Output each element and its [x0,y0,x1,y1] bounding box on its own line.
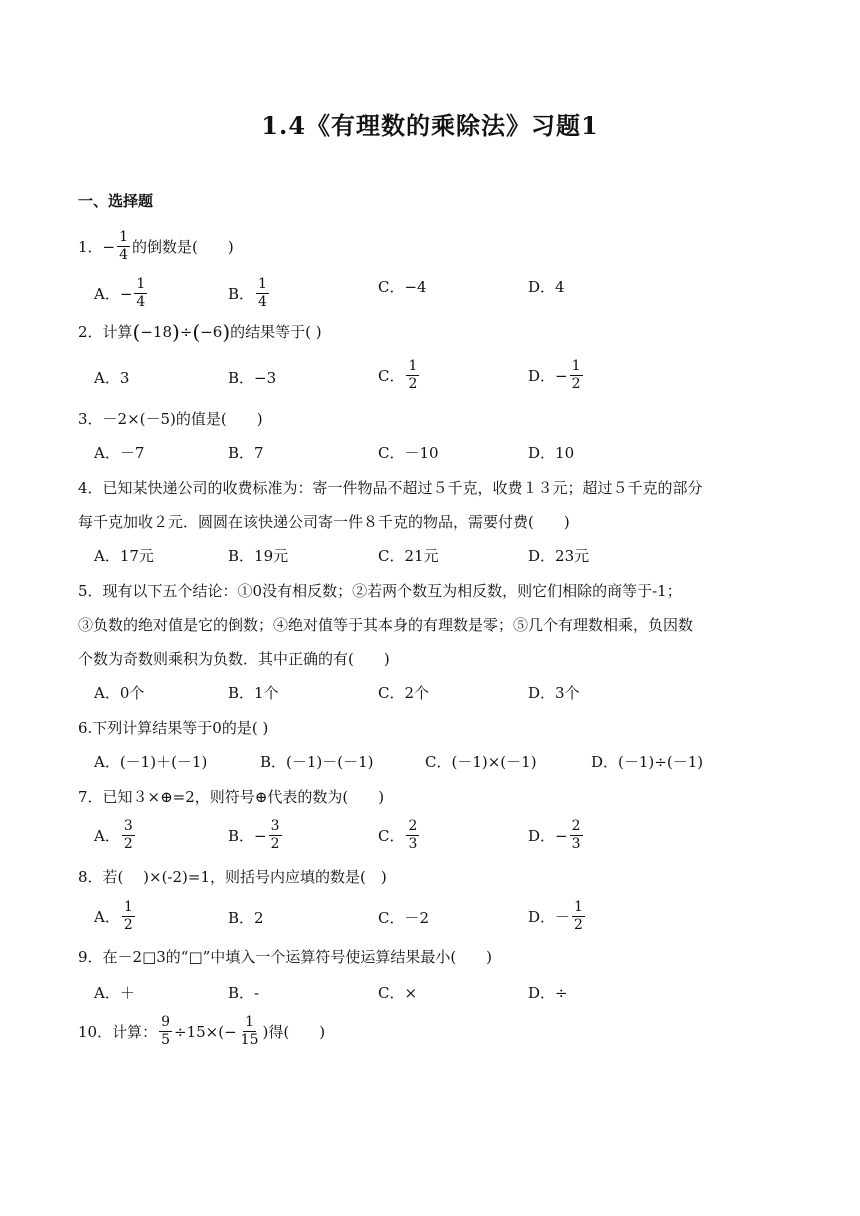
question-4-line-2: 每千克加收２元．圆圆在该快递公司寄一件８千克的物品，需要付费( ) [78,513,570,531]
question-4-line-1: 4．已知某快递公司的收费标准为：寄一件物品不超过５千克，收费１３元；超过５千克的部分 [78,479,703,497]
question-10 [78,1014,325,1049]
numerator: 1 [136,276,146,292]
numerator: 9 [161,1014,171,1030]
fraction [570,358,583,393]
option-b: B．2 [228,909,264,927]
question-6: 6.下列计算结果等于0的是( ) [78,719,269,737]
option-a: A．＋ [94,984,135,1002]
option-label: D． [528,366,556,385]
option-c: C．−4 [378,278,427,296]
fraction [122,899,135,934]
numerator: 2 [408,818,418,834]
option-label: B． [228,284,255,303]
question-8: 8．若( )×(-2)=1，则括号内应填的数是( ) [78,868,387,886]
denominator: 2 [571,376,581,392]
option-d: D．÷ [528,984,568,1002]
option-a [94,899,137,934]
option-label: C． [378,366,405,385]
right-paren: ) [222,320,231,344]
question-5-line-1: 5．现有以下五个结论：①0没有相反数；②若两个数互为相反数，则它们相除的商等于-1； [78,582,682,600]
left-paren: ( [132,320,141,344]
fraction [572,899,585,934]
divide-sign: ÷ [179,323,193,341]
page-title: 1.4《有理数的乘除法》习题1 [261,111,599,140]
option-d [528,358,585,393]
option-c: C．× [378,984,418,1002]
minus-sign: − [555,826,568,845]
option-d [528,899,587,934]
numerator: 1 [574,899,583,915]
denominator: 2 [270,836,280,852]
numerator: 1 [258,276,267,292]
fraction [134,276,147,311]
numerator: 1 [123,899,133,915]
numerator: 1 [571,358,581,374]
question-text: )得( ) [262,1022,326,1041]
option-a [94,276,149,311]
minus-sign: − [102,237,116,256]
question-number: 1． [78,237,103,256]
denominator: 5 [161,1032,171,1048]
minus-sign: － [555,907,571,926]
numerator: 1 [408,358,418,374]
option-d [528,818,585,853]
question-text: 10．计算： [78,1022,158,1041]
option-label: C． [378,826,405,845]
right-paren: ) [172,320,180,344]
option-a: A．17元 [94,547,154,565]
minus-sign: − [254,826,267,845]
numerator: 1 [119,229,129,245]
denominator: 4 [136,294,146,310]
numerator: 3 [270,818,280,834]
value: −6 [200,323,223,341]
question-7: 7．已知３×⊕=2，则符号⊕代表的数为( ) [78,788,385,806]
fraction [406,358,419,393]
option-label: A． [94,284,120,303]
option-c [378,358,421,393]
option-c: C．(－1)×(－1) [425,753,537,771]
option-a: A．(－1)＋(－1) [94,753,208,771]
denominator: 2 [123,917,133,933]
option-c: C．－10 [378,444,439,462]
option-label: A． [94,907,120,926]
option-d: D．10 [528,444,575,462]
fraction [117,229,130,264]
value: −18 [140,323,173,341]
option-a [94,818,137,853]
question-5-line-3: 个数为奇数则乘积为负数．其中正确的有( ) [78,650,390,668]
denominator: 2 [574,917,583,933]
option-c [378,818,421,853]
question-2 [78,321,322,343]
fraction [159,1014,172,1049]
option-d: D．23元 [528,547,590,565]
option-b [228,276,271,311]
question-text: 的结果等于( ) [230,323,322,341]
option-b: B．7 [228,444,264,462]
option-label: D． [528,826,556,845]
left-paren: ( [192,320,201,344]
denominator: 3 [571,836,581,852]
question-1 [78,229,234,264]
option-label: A． [94,826,120,845]
denominator: 4 [258,294,267,310]
numerator: 2 [571,818,581,834]
option-b: B．−3 [228,369,277,387]
fraction [122,818,135,853]
denominator: 3 [408,836,418,852]
option-b: B．(－1)－(－1) [260,753,374,771]
option-b: B．1个 [228,684,279,702]
numerator: 1 [245,1014,255,1030]
section-heading: 一、选择题 [78,192,154,210]
denominator: 15 [240,1032,259,1048]
option-c: C．21元 [378,547,439,565]
question-3: 3．－2×(－5)的值是( ) [78,410,263,428]
option-c: C．2个 [378,684,430,702]
option-d: D．(－1)÷(－1) [591,753,704,771]
denominator: 4 [119,247,129,263]
option-b: B．- [228,984,260,1002]
option-a: A．3 [94,369,130,387]
option-b [228,818,284,853]
option-a: A．－7 [94,444,145,462]
fraction [239,1014,261,1049]
question-text: 的倒数是( ) [132,237,234,256]
fraction [256,276,269,311]
question-5-line-2: ③负数的绝对值是它的倒数；④绝对值等于其本身的有理数是零；⑤几个有理数相乘，负因数 [78,616,694,634]
denominator: 2 [408,376,418,392]
option-d: D．4 [528,278,565,296]
option-a: A．0个 [94,684,145,702]
expression: ÷15×(− [174,1022,237,1041]
question-9: 9．在－2□3的“□”中填入一个运算符号使运算结果最小( ) [78,948,493,966]
option-c: C．－2 [378,909,430,927]
minus-sign: − [119,284,133,303]
numerator: 3 [123,818,133,834]
option-d: D．3个 [528,684,580,702]
fraction [570,818,583,853]
option-b: B．19元 [228,547,289,565]
option-label: D． [528,907,556,926]
question-text: 2．计算 [78,323,133,341]
denominator: 2 [123,836,133,852]
fraction [406,818,419,853]
option-label: B． [228,826,255,845]
fraction [269,818,282,853]
minus-sign: − [555,366,568,385]
